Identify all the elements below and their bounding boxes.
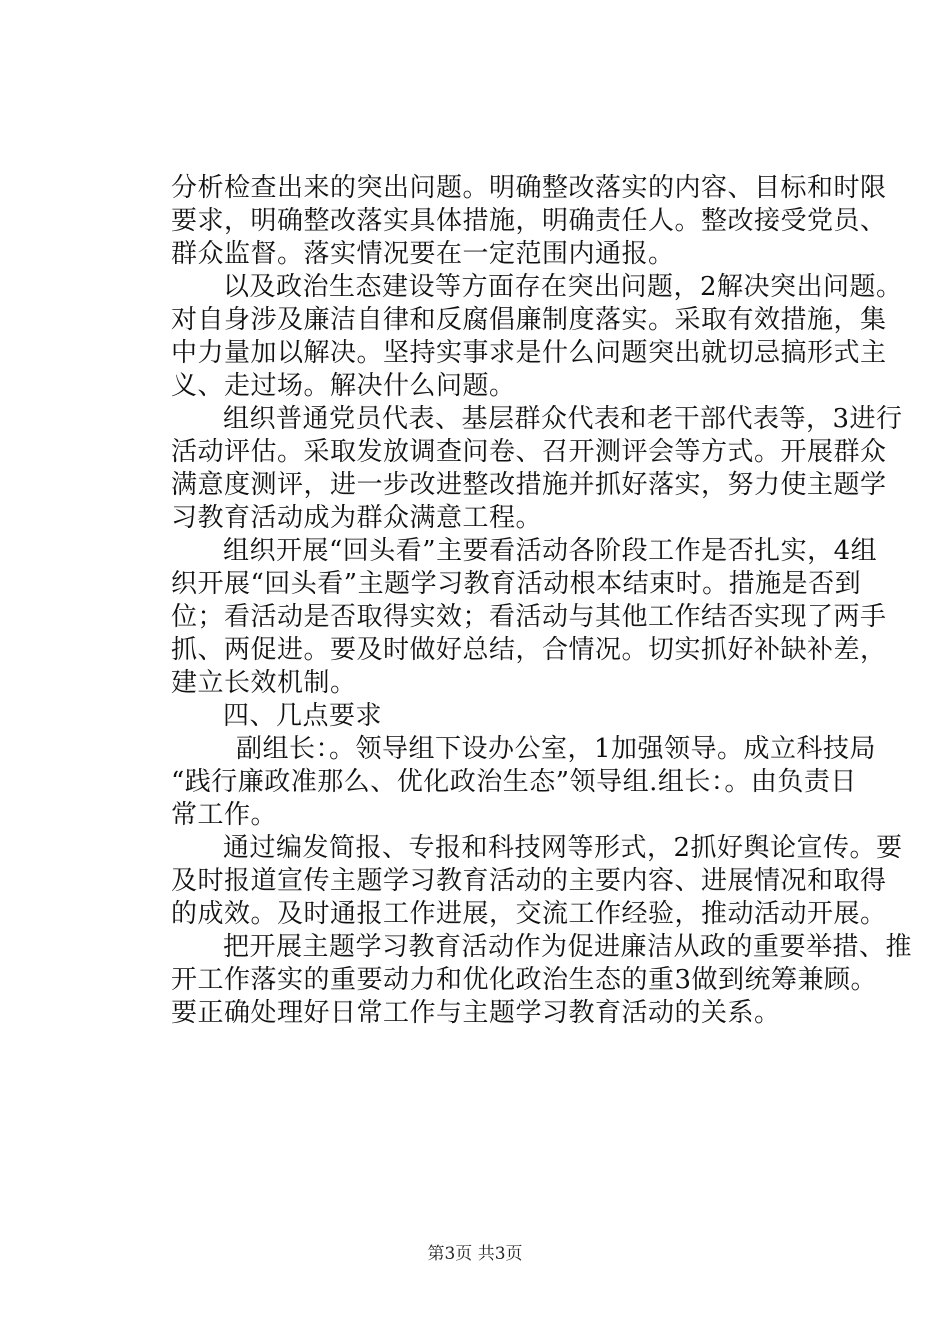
text-line-10: 满意度测评，进一步改进整改措施并抓好落实，努力使主题学 <box>171 470 887 500</box>
page-number-footer: 第3页 共3页 <box>427 1244 523 1264</box>
text-line-23: 的成效。及时通报工作进展，交流工作经验，推动活动开展。 <box>171 899 887 929</box>
text-line-22: 及时报道宣传主题学习教育活动的主要内容、进展情况和取得 <box>171 866 887 896</box>
text-line-19: “践行廉政准那么、优化政治生态”领导组.组长：。由负责日 <box>171 767 857 797</box>
text-line-15: 抓、两促进。要及时做好总结，合情况。切实抓好补缺补差， <box>171 635 887 665</box>
text-line-12: 组织开展“回头看”主要看活动各阶段工作是否扎实，4组 <box>223 536 878 566</box>
text-line-9: 活动评估。采取发放调查问卷、召开测评会等方式。开展群众 <box>171 437 887 467</box>
text-line-24: 把开展主题学习教育活动作为促进廉洁从政的重要举措、推 <box>223 932 913 962</box>
text-line-8: 组织普通党员代表、基层群众代表和老干部代表等，3进行 <box>223 404 903 434</box>
text-line-26: 要正确处理好日常工作与主题学习教育活动的关系。 <box>171 998 781 1028</box>
text-line-1: 分析检查出来的突出问题。明确整改落实的内容、目标和时限 <box>171 173 887 203</box>
text-line-13: 织开展“回头看”主题学习教育活动根本结束时。措施是否到 <box>171 569 862 599</box>
text-line-16: 建立长效机制。 <box>171 668 357 698</box>
text-line-21: 通过编发简报、专报和科技网等形式，2抓好舆论宣传。要 <box>223 833 903 863</box>
document-body <box>171 172 913 1030</box>
text-line-5: 对自身涉及廉洁自律和反腐倡廉制度落实。采取有效措施，集 <box>171 305 887 335</box>
text-line-25: 开工作落实的重要动力和优化政治生态的重3做到统筹兼顾。 <box>171 965 878 995</box>
text-line-7: 义、走过场。解决什么问题。 <box>171 371 516 401</box>
text-line-4: 以及政治生态建设等方面存在突出问题，2解决突出问题。 <box>223 272 903 302</box>
section-heading: 四、几点要求 <box>223 701 383 731</box>
text-line-6: 中力量加以解决。坚持实事求是什么问题突出就切忌搞形式主 <box>171 338 887 368</box>
text-line-14: 位；看活动是否取得实效；看活动与其他工作结否实现了两手 <box>171 602 887 632</box>
text-line-18: 副组长：。领导组下设办公室，1加强领导。成立科技局 <box>236 734 877 764</box>
text-line-2: 要求，明确整改落实具体措施，明确责任人。整改接受党员、 <box>171 206 887 236</box>
text-line-3: 群众监督。落实情况要在一定范围内通报。 <box>171 239 675 269</box>
text-line-20: 常工作。 <box>171 800 278 830</box>
text-line-11: 习教育活动成为群众满意工程。 <box>171 503 543 533</box>
